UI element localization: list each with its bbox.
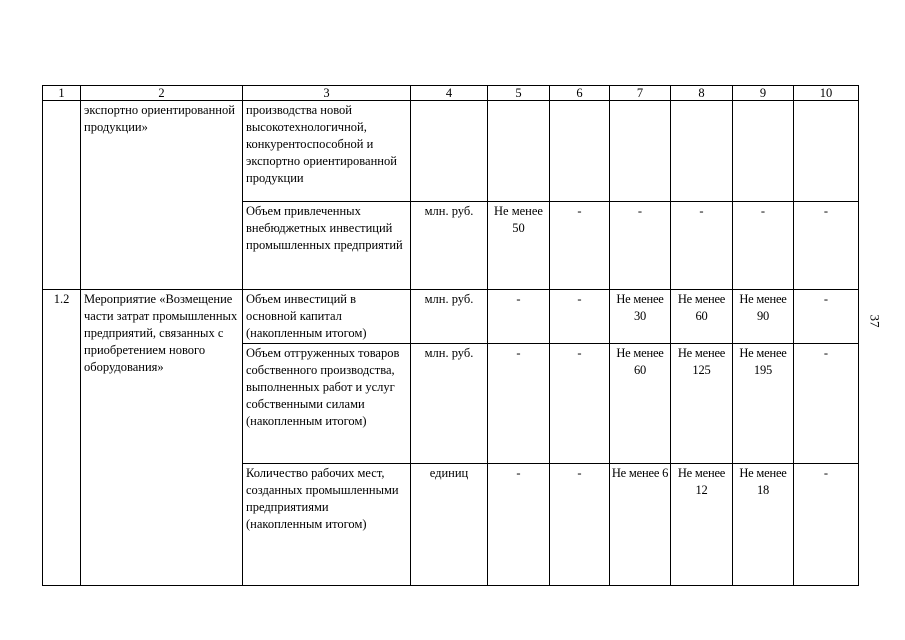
indicators-table xyxy=(42,85,859,586)
value-cell: Не менее 195 xyxy=(733,344,794,464)
value-cell: Не менее 18 xyxy=(733,464,794,586)
value-cell: Не менее 50 xyxy=(488,202,550,290)
value-cell: - xyxy=(550,290,610,344)
value-cell: - xyxy=(794,290,859,344)
table-cell xyxy=(733,101,794,202)
table-row xyxy=(43,290,859,344)
column-header: 7 xyxy=(610,86,671,101)
column-header: 4 xyxy=(411,86,488,101)
value-cell: Не менее 30 xyxy=(610,290,671,344)
value-cell: - xyxy=(794,464,859,586)
table-cell xyxy=(550,101,610,202)
column-header: 9 xyxy=(733,86,794,101)
value-cell: - xyxy=(794,344,859,464)
row-number-cell: 1.2 xyxy=(43,290,81,586)
unit-cell: млн. руб. xyxy=(411,344,488,464)
measure-name-cell: экспортно ориентированной продукции» xyxy=(81,101,243,290)
column-header: 10 xyxy=(794,86,859,101)
value-cell: Не менее 6 xyxy=(610,464,671,586)
column-header: 5 xyxy=(488,86,550,101)
page-number: 37 xyxy=(867,314,883,328)
table-cell xyxy=(610,101,671,202)
value-cell: - xyxy=(550,464,610,586)
value-cell: Не менее 90 xyxy=(733,290,794,344)
indicator-cell: Объем привлеченных внебюджетных инвестиций промышленных предприятий xyxy=(243,202,411,290)
table-row xyxy=(43,101,859,202)
value-cell: - xyxy=(794,202,859,290)
indicator-cell: Объем отгруженных товаров собственного производства, выполненных работ и услуг собственными силами (накопленным итогом) xyxy=(243,344,411,464)
table-cell xyxy=(794,101,859,202)
value-cell: Не менее 125 xyxy=(671,344,733,464)
value-cell: - xyxy=(671,202,733,290)
table-cell xyxy=(411,101,488,202)
value-cell: - xyxy=(733,202,794,290)
indicator-cell: производства новой высокотехнологичной, конкурентоспособной и экспортно ориентированной продукции xyxy=(243,101,411,202)
column-header: 6 xyxy=(550,86,610,101)
value-cell: - xyxy=(488,290,550,344)
table-cell xyxy=(488,101,550,202)
measure-name-cell: Мероприятие «Возмещение части затрат промышленных предприятий, связанных с приобретением нового оборудования» xyxy=(81,290,243,586)
indicator-cell: Объем инвестиций в основной капитал (накопленным итогом) xyxy=(243,290,411,344)
value-cell: - xyxy=(488,464,550,586)
unit-cell: единиц xyxy=(411,464,488,586)
value-cell: - xyxy=(488,344,550,464)
value-cell: - xyxy=(550,202,610,290)
unit-cell: млн. руб. xyxy=(411,202,488,290)
value-cell: Не менее 60 xyxy=(671,290,733,344)
value-cell: Не менее 12 xyxy=(671,464,733,586)
column-header: 1 xyxy=(43,86,81,101)
value-cell: - xyxy=(610,202,671,290)
column-header: 3 xyxy=(243,86,411,101)
column-header: 2 xyxy=(81,86,243,101)
column-header: 8 xyxy=(671,86,733,101)
indicator-cell: Количество рабочих мест, созданных промышленными предприятиями (накопленным итогом) xyxy=(243,464,411,586)
table-cell xyxy=(43,101,81,290)
value-cell: - xyxy=(550,344,610,464)
table-cell xyxy=(671,101,733,202)
unit-cell: млн. руб. xyxy=(411,290,488,344)
value-cell: Не менее 60 xyxy=(610,344,671,464)
column-number-row xyxy=(43,86,859,101)
